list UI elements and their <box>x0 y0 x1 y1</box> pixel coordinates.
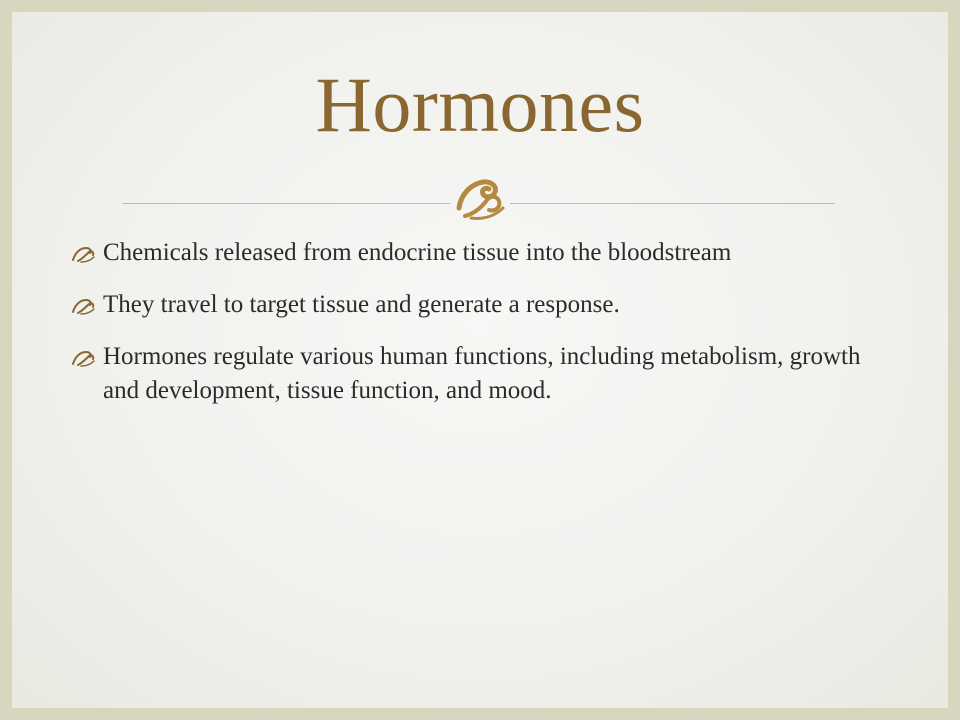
bullet-list <box>70 236 870 426</box>
title-divider-left <box>122 203 450 204</box>
bullet-text: They travel to target tissue and generate a response. <box>103 291 620 318</box>
scroll-bullet-icon <box>70 348 96 368</box>
title-divider-right <box>510 203 835 204</box>
bullet-text: Hormones regulate various human functions, including metabolism, growth and development, tissue function, and mood. <box>103 343 861 404</box>
scroll-bullet-icon <box>70 244 96 264</box>
bullet-item <box>70 288 870 322</box>
bullet-item <box>70 340 870 408</box>
bullet-item <box>70 236 870 270</box>
scroll-bullet-icon <box>70 296 96 316</box>
slide-title: Hormones <box>315 61 645 148</box>
bullet-text: Chemicals released from endocrine tissue into the bloodstream <box>103 239 732 266</box>
flourish-icon <box>451 174 509 224</box>
